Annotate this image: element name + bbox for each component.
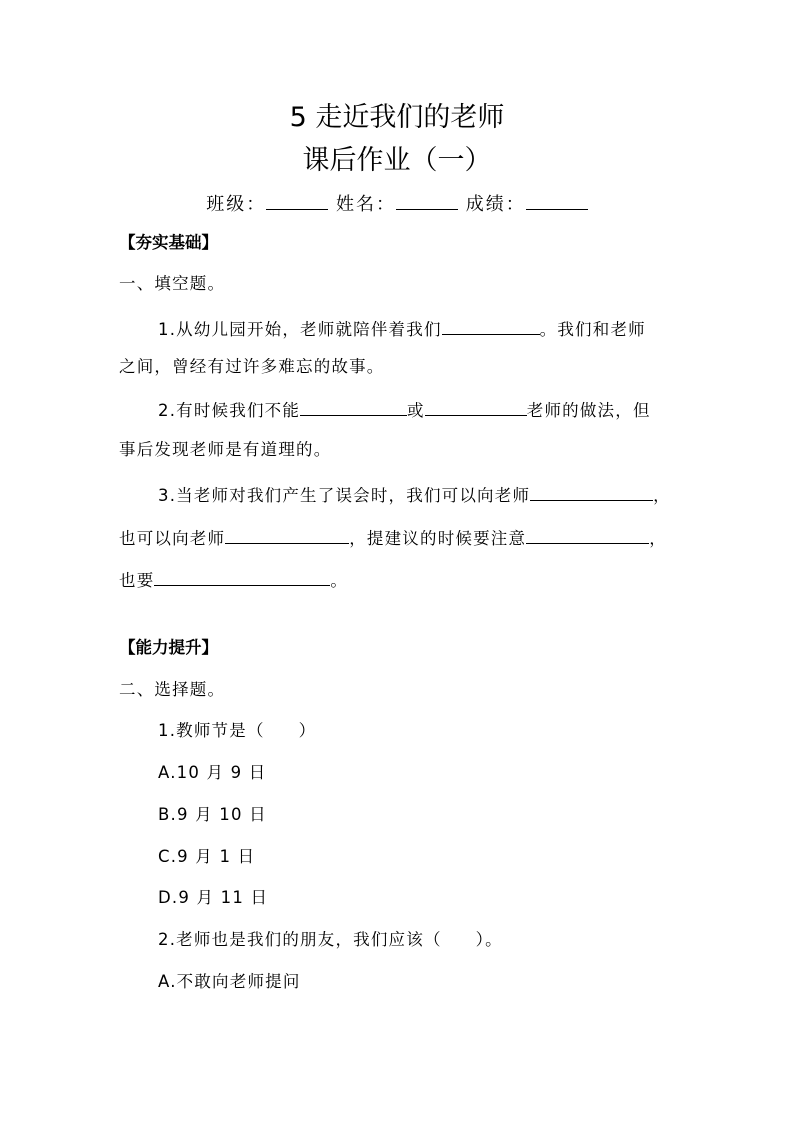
score-blank[interactable] xyxy=(526,192,588,210)
lesson-title: 5 走近我们的老师 xyxy=(289,102,505,133)
fill-q3-blank-1[interactable] xyxy=(530,483,653,501)
fill-q3-line1: 3.当老师对我们产生了误会时，我们可以向老师 ， xyxy=(158,483,671,506)
fill-q3-blank-2[interactable] xyxy=(225,526,349,544)
fill-q3-blank-3[interactable] xyxy=(526,526,649,544)
choice-q1-option-a: A.10 月 9 日 xyxy=(158,763,267,782)
choice-q1-option-c: C.9 月 1 日 xyxy=(158,847,256,866)
choice-title: 二、选择题。 xyxy=(119,680,226,699)
name-blank[interactable] xyxy=(396,192,458,210)
choice-q1-option-d: D.9 月 11 日 xyxy=(158,888,269,907)
fill-q2-line2: 事后发现老师是有道理的。 xyxy=(119,440,332,459)
choice-q1-option-b: B.9 月 10 日 xyxy=(158,805,267,824)
choice-q2-stem: 2.老师也是我们的朋友，我们应该（ ）。 xyxy=(158,930,503,949)
section-heading-basics: 【夯实基础】 xyxy=(119,233,218,252)
fill-q2-line1: 2.有时候我们不能 或 老师的做法，但 xyxy=(158,398,651,421)
fill-q1-line1: 1.从幼儿园开始，老师就陪伴着我们 。我们和老师 xyxy=(158,317,646,340)
choice-q1-stem: 1.教师节是（ ） xyxy=(158,721,317,740)
fill-in-title: 一、填空题。 xyxy=(119,274,226,293)
fill-q1-line2: 之间，曾经有过许多难忘的故事。 xyxy=(119,357,385,376)
class-blank[interactable] xyxy=(266,192,328,210)
fill-q3-line2: 也可以向老师 ，提建议的时候要注意 ， xyxy=(119,526,667,549)
fill-q2-blank-1[interactable] xyxy=(300,398,407,416)
fill-q3-line3: 也要 。 xyxy=(119,568,348,591)
name-label: 姓名： xyxy=(336,194,396,215)
score-label: 成绩： xyxy=(465,194,526,215)
fill-q1-blank[interactable] xyxy=(442,317,540,335)
class-label: 班级： xyxy=(206,194,267,215)
section-heading-ability: 【能力提升】 xyxy=(119,638,218,657)
student-info-row xyxy=(0,192,794,216)
fill-q3-blank-4[interactable] xyxy=(154,568,330,586)
fill-q2-blank-2[interactable] xyxy=(425,398,527,416)
choice-q2-option-a: A.不敢向老师提问 xyxy=(158,972,301,991)
homework-title: 课后作业（一） xyxy=(302,145,492,176)
